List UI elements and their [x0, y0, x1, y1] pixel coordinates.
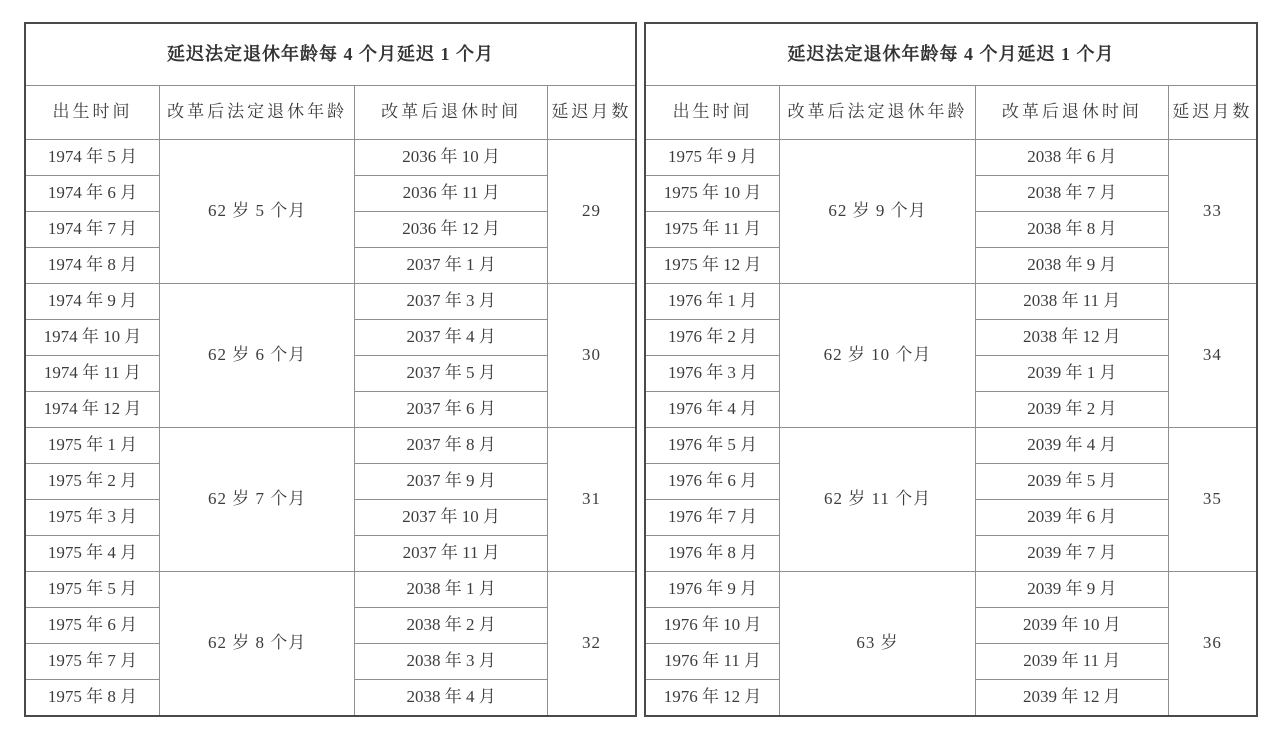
delay-months-cell: 30 — [547, 284, 636, 428]
retirement-age-cell: 62 岁 5 个月 — [159, 140, 355, 284]
birth-month-cell: 1976 年 9 月 — [645, 572, 780, 608]
retirement-age-cell: 62 岁 10 个月 — [780, 284, 976, 428]
retirement-age-cell: 62 岁 9 个月 — [780, 140, 976, 284]
retirement-time-cell: 2036 年 11 月 — [355, 176, 547, 212]
table-row — [25, 284, 636, 320]
birth-month-cell: 1976 年 6 月 — [645, 464, 780, 500]
retirement-time-cell: 2038 年 4 月 — [355, 680, 547, 717]
retirement-time-cell: 2037 年 1 月 — [355, 248, 547, 284]
birth-month-cell: 1976 年 4 月 — [645, 392, 780, 428]
delay-months-cell: 32 — [547, 572, 636, 717]
table-row — [645, 284, 1257, 320]
column-header-1: 改革后法定退休年龄 — [159, 86, 355, 140]
retirement-time-cell: 2039 年 7 月 — [975, 536, 1168, 572]
retirement-time-cell: 2039 年 12 月 — [975, 680, 1168, 717]
delay-months-cell: 36 — [1168, 572, 1257, 717]
retirement-time-cell: 2037 年 3 月 — [355, 284, 547, 320]
table-title: 延迟法定退休年龄每 4 个月延迟 1 个月 — [25, 23, 636, 86]
birth-month-cell: 1974 年 8 月 — [25, 248, 159, 284]
retirement-age-cell: 62 岁 7 个月 — [159, 428, 355, 572]
retirement-time-cell: 2039 年 1 月 — [975, 356, 1168, 392]
retirement-time-cell: 2039 年 10 月 — [975, 608, 1168, 644]
birth-month-cell: 1975 年 12 月 — [645, 248, 780, 284]
birth-month-cell: 1976 年 1 月 — [645, 284, 780, 320]
retirement-time-cell: 2037 年 9 月 — [355, 464, 547, 500]
birth-month-cell: 1974 年 12 月 — [25, 392, 159, 428]
birth-month-cell: 1975 年 2 月 — [25, 464, 159, 500]
retirement-time-cell: 2039 年 5 月 — [975, 464, 1168, 500]
retirement-time-cell: 2038 年 1 月 — [355, 572, 547, 608]
retirement-time-cell: 2038 年 7 月 — [975, 176, 1168, 212]
retirement-age-cell: 63 岁 — [780, 572, 976, 717]
column-header-3: 延迟月数 — [547, 86, 636, 140]
delay-months-cell: 33 — [1168, 140, 1257, 284]
column-header-0: 出生时间 — [645, 86, 780, 140]
retirement-table-left-body — [25, 23, 636, 716]
birth-month-cell: 1975 年 6 月 — [25, 608, 159, 644]
birth-month-cell: 1975 年 7 月 — [25, 644, 159, 680]
birth-month-cell: 1976 年 7 月 — [645, 500, 780, 536]
retirement-time-cell: 2037 年 8 月 — [355, 428, 547, 464]
retirement-age-cell: 62 岁 11 个月 — [780, 428, 976, 572]
delay-months-cell: 34 — [1168, 284, 1257, 428]
delay-months-cell: 31 — [547, 428, 636, 572]
retirement-age-cell: 62 岁 8 个月 — [159, 572, 355, 717]
retirement-time-cell: 2039 年 6 月 — [975, 500, 1168, 536]
birth-month-cell: 1976 年 5 月 — [645, 428, 780, 464]
birth-month-cell: 1976 年 10 月 — [645, 608, 780, 644]
table-row — [25, 428, 636, 464]
retirement-time-cell: 2038 年 11 月 — [975, 284, 1168, 320]
retirement-time-cell: 2038 年 12 月 — [975, 320, 1168, 356]
retirement-time-cell: 2038 年 2 月 — [355, 608, 547, 644]
birth-month-cell: 1974 年 7 月 — [25, 212, 159, 248]
retirement-table-left — [24, 22, 637, 717]
retirement-time-cell: 2037 年 10 月 — [355, 500, 547, 536]
retirement-time-cell: 2038 年 8 月 — [975, 212, 1168, 248]
birth-month-cell: 1975 年 9 月 — [645, 140, 780, 176]
retirement-time-cell: 2036 年 10 月 — [355, 140, 547, 176]
birth-month-cell: 1975 年 8 月 — [25, 680, 159, 717]
retirement-time-cell: 2038 年 9 月 — [975, 248, 1168, 284]
birth-month-cell: 1975 年 10 月 — [645, 176, 780, 212]
column-header-2: 改革后退休时间 — [975, 86, 1168, 140]
birth-month-cell: 1974 年 9 月 — [25, 284, 159, 320]
birth-month-cell: 1975 年 5 月 — [25, 572, 159, 608]
retirement-table-right-body — [645, 23, 1257, 716]
birth-month-cell: 1975 年 11 月 — [645, 212, 780, 248]
birth-month-cell: 1974 年 5 月 — [25, 140, 159, 176]
table-row — [25, 140, 636, 176]
retirement-time-cell: 2039 年 11 月 — [975, 644, 1168, 680]
retirement-age-cell: 62 岁 6 个月 — [159, 284, 355, 428]
retirement-time-cell: 2037 年 5 月 — [355, 356, 547, 392]
birth-month-cell: 1975 年 1 月 — [25, 428, 159, 464]
column-header-0: 出生时间 — [25, 86, 159, 140]
birth-month-cell: 1976 年 12 月 — [645, 680, 780, 717]
table-row — [645, 572, 1257, 608]
retirement-time-cell: 2039 年 9 月 — [975, 572, 1168, 608]
birth-month-cell: 1975 年 3 月 — [25, 500, 159, 536]
retirement-time-cell: 2039 年 4 月 — [975, 428, 1168, 464]
birth-month-cell: 1975 年 4 月 — [25, 536, 159, 572]
birth-month-cell: 1976 年 3 月 — [645, 356, 780, 392]
birth-month-cell: 1976 年 8 月 — [645, 536, 780, 572]
column-header-2: 改革后退休时间 — [355, 86, 547, 140]
column-header-3: 延迟月数 — [1168, 86, 1257, 140]
table-row — [25, 572, 636, 608]
retirement-time-cell: 2038 年 6 月 — [975, 140, 1168, 176]
delay-months-cell: 29 — [547, 140, 636, 284]
birth-month-cell: 1976 年 2 月 — [645, 320, 780, 356]
birth-month-cell: 1974 年 11 月 — [25, 356, 159, 392]
retirement-time-cell: 2036 年 12 月 — [355, 212, 547, 248]
birth-month-cell: 1974 年 6 月 — [25, 176, 159, 212]
birth-month-cell: 1976 年 11 月 — [645, 644, 780, 680]
retirement-time-cell: 2037 年 4 月 — [355, 320, 547, 356]
retirement-time-cell: 2039 年 2 月 — [975, 392, 1168, 428]
column-header-1: 改革后法定退休年龄 — [780, 86, 976, 140]
table-title: 延迟法定退休年龄每 4 个月延迟 1 个月 — [645, 23, 1257, 86]
table-row — [645, 428, 1257, 464]
retirement-table-right — [644, 22, 1258, 717]
table-row — [645, 140, 1257, 176]
retirement-time-cell: 2037 年 6 月 — [355, 392, 547, 428]
retirement-time-cell: 2038 年 3 月 — [355, 644, 547, 680]
delay-months-cell: 35 — [1168, 428, 1257, 572]
retirement-time-cell: 2037 年 11 月 — [355, 536, 547, 572]
birth-month-cell: 1974 年 10 月 — [25, 320, 159, 356]
